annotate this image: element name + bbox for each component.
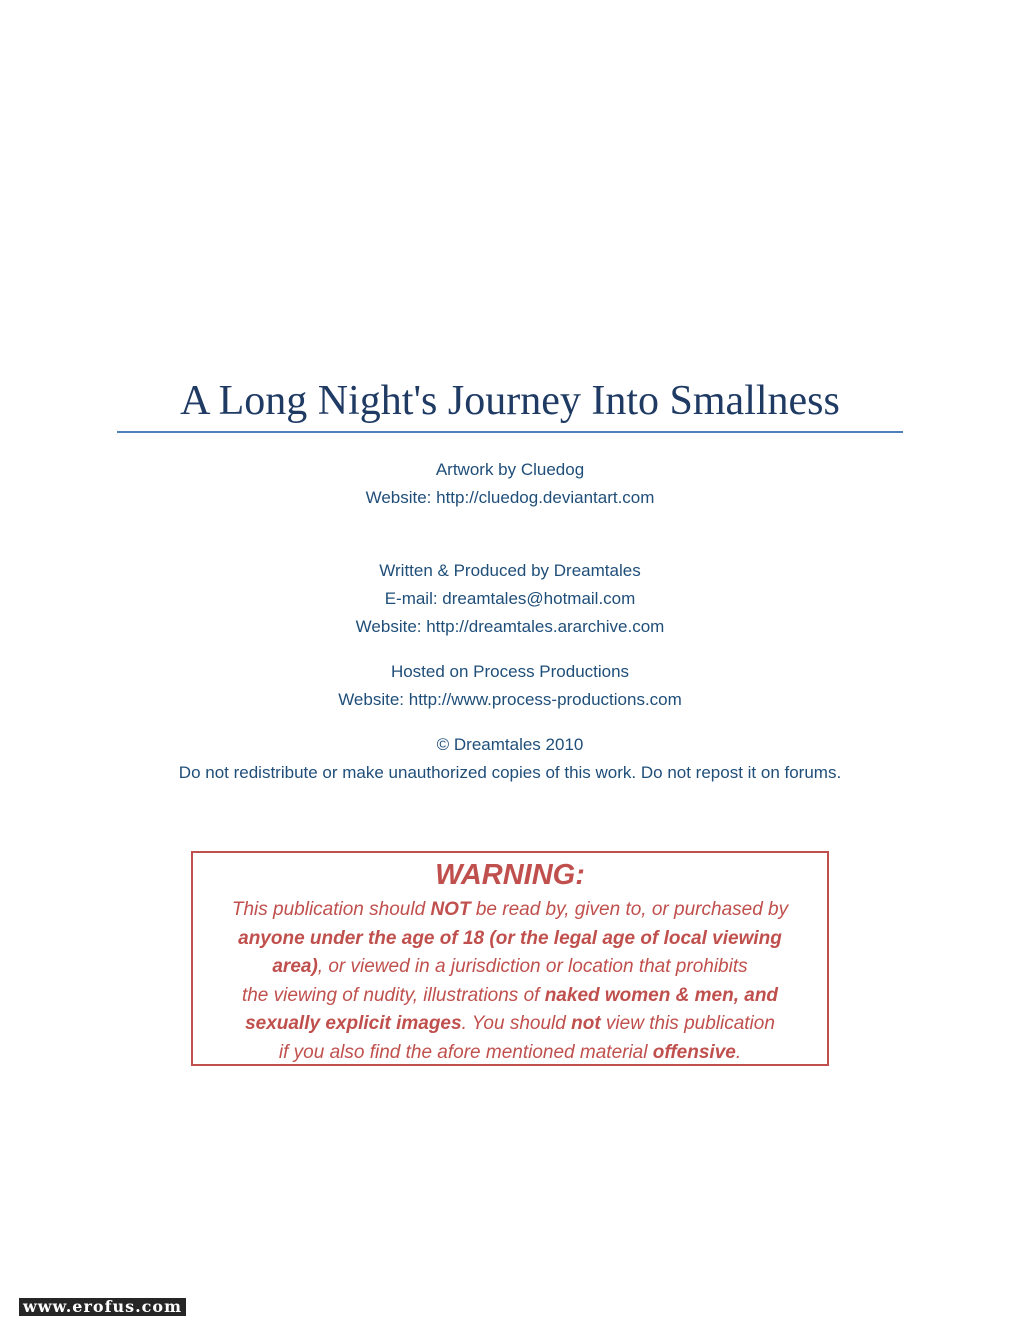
site-watermark: www.erofus.com	[19, 1298, 186, 1316]
warning-line-3	[193, 953, 827, 982]
warning-heading: WARNING:	[435, 859, 585, 891]
warning-line-3-part: , or viewed in a jurisdiction or location that prohibits	[317, 956, 748, 977]
warning-line-4-part: the viewing of nudity, illustrations of	[241, 984, 545, 1006]
warning-emphasis: anyone under the age of 18 (or the legal age of local viewing	[238, 927, 782, 949]
warning-emphasis: NOT	[430, 899, 471, 920]
warning-emphasis: sexually explicit images	[245, 1013, 462, 1034]
warning-emphasis: not	[571, 1013, 601, 1034]
document-title: A Long Night's Journey Into Smallness	[180, 378, 840, 424]
warning-text	[193, 896, 827, 1067]
warning-line-5-part: . You should	[461, 1013, 572, 1034]
warning-emphasis: naked women & men, and	[544, 984, 779, 1006]
warning-line-4	[193, 982, 827, 1011]
warning-line-5	[193, 1010, 827, 1039]
warning-emphasis: area)	[272, 956, 318, 977]
hosted-credit: Hosted on Process Productions	[390, 662, 630, 681]
redistribution-notice: Do not redistribute or make unauthorized copies of this work. Do not repost it on forums.	[178, 763, 842, 782]
author-email[interactable]: E-mail: dreamtales@hotmail.com	[384, 589, 636, 608]
warning-line-1-part: be read by, given to, or purchased by	[470, 899, 789, 920]
host-website[interactable]: Website: http://www.process-productions.com	[338, 690, 682, 709]
copyright-line: © Dreamtales 2010	[436, 735, 584, 754]
written-credit: Written & Produced by Dreamtales	[379, 561, 641, 580]
title-underline	[117, 431, 903, 433]
warning-emphasis: offensive	[652, 1041, 736, 1063]
warning-line-1-part: This publication should	[231, 899, 431, 920]
artwork-credit: Artwork by Cluedog	[435, 460, 585, 479]
warning-line-6-part: .	[735, 1041, 742, 1063]
author-website[interactable]: Website: http://dreamtales.ararchive.com	[355, 617, 665, 636]
warning-box	[191, 851, 829, 1066]
warning-line-1	[193, 896, 827, 925]
warning-line-2	[193, 925, 827, 954]
warning-line-6-part: if you also find the afore mentioned material	[278, 1041, 653, 1063]
warning-line-6	[193, 1039, 827, 1068]
warning-line-5-part: view this publication	[600, 1013, 775, 1034]
artwork-website[interactable]: Website: http://cluedog.deviantart.com	[365, 488, 655, 507]
